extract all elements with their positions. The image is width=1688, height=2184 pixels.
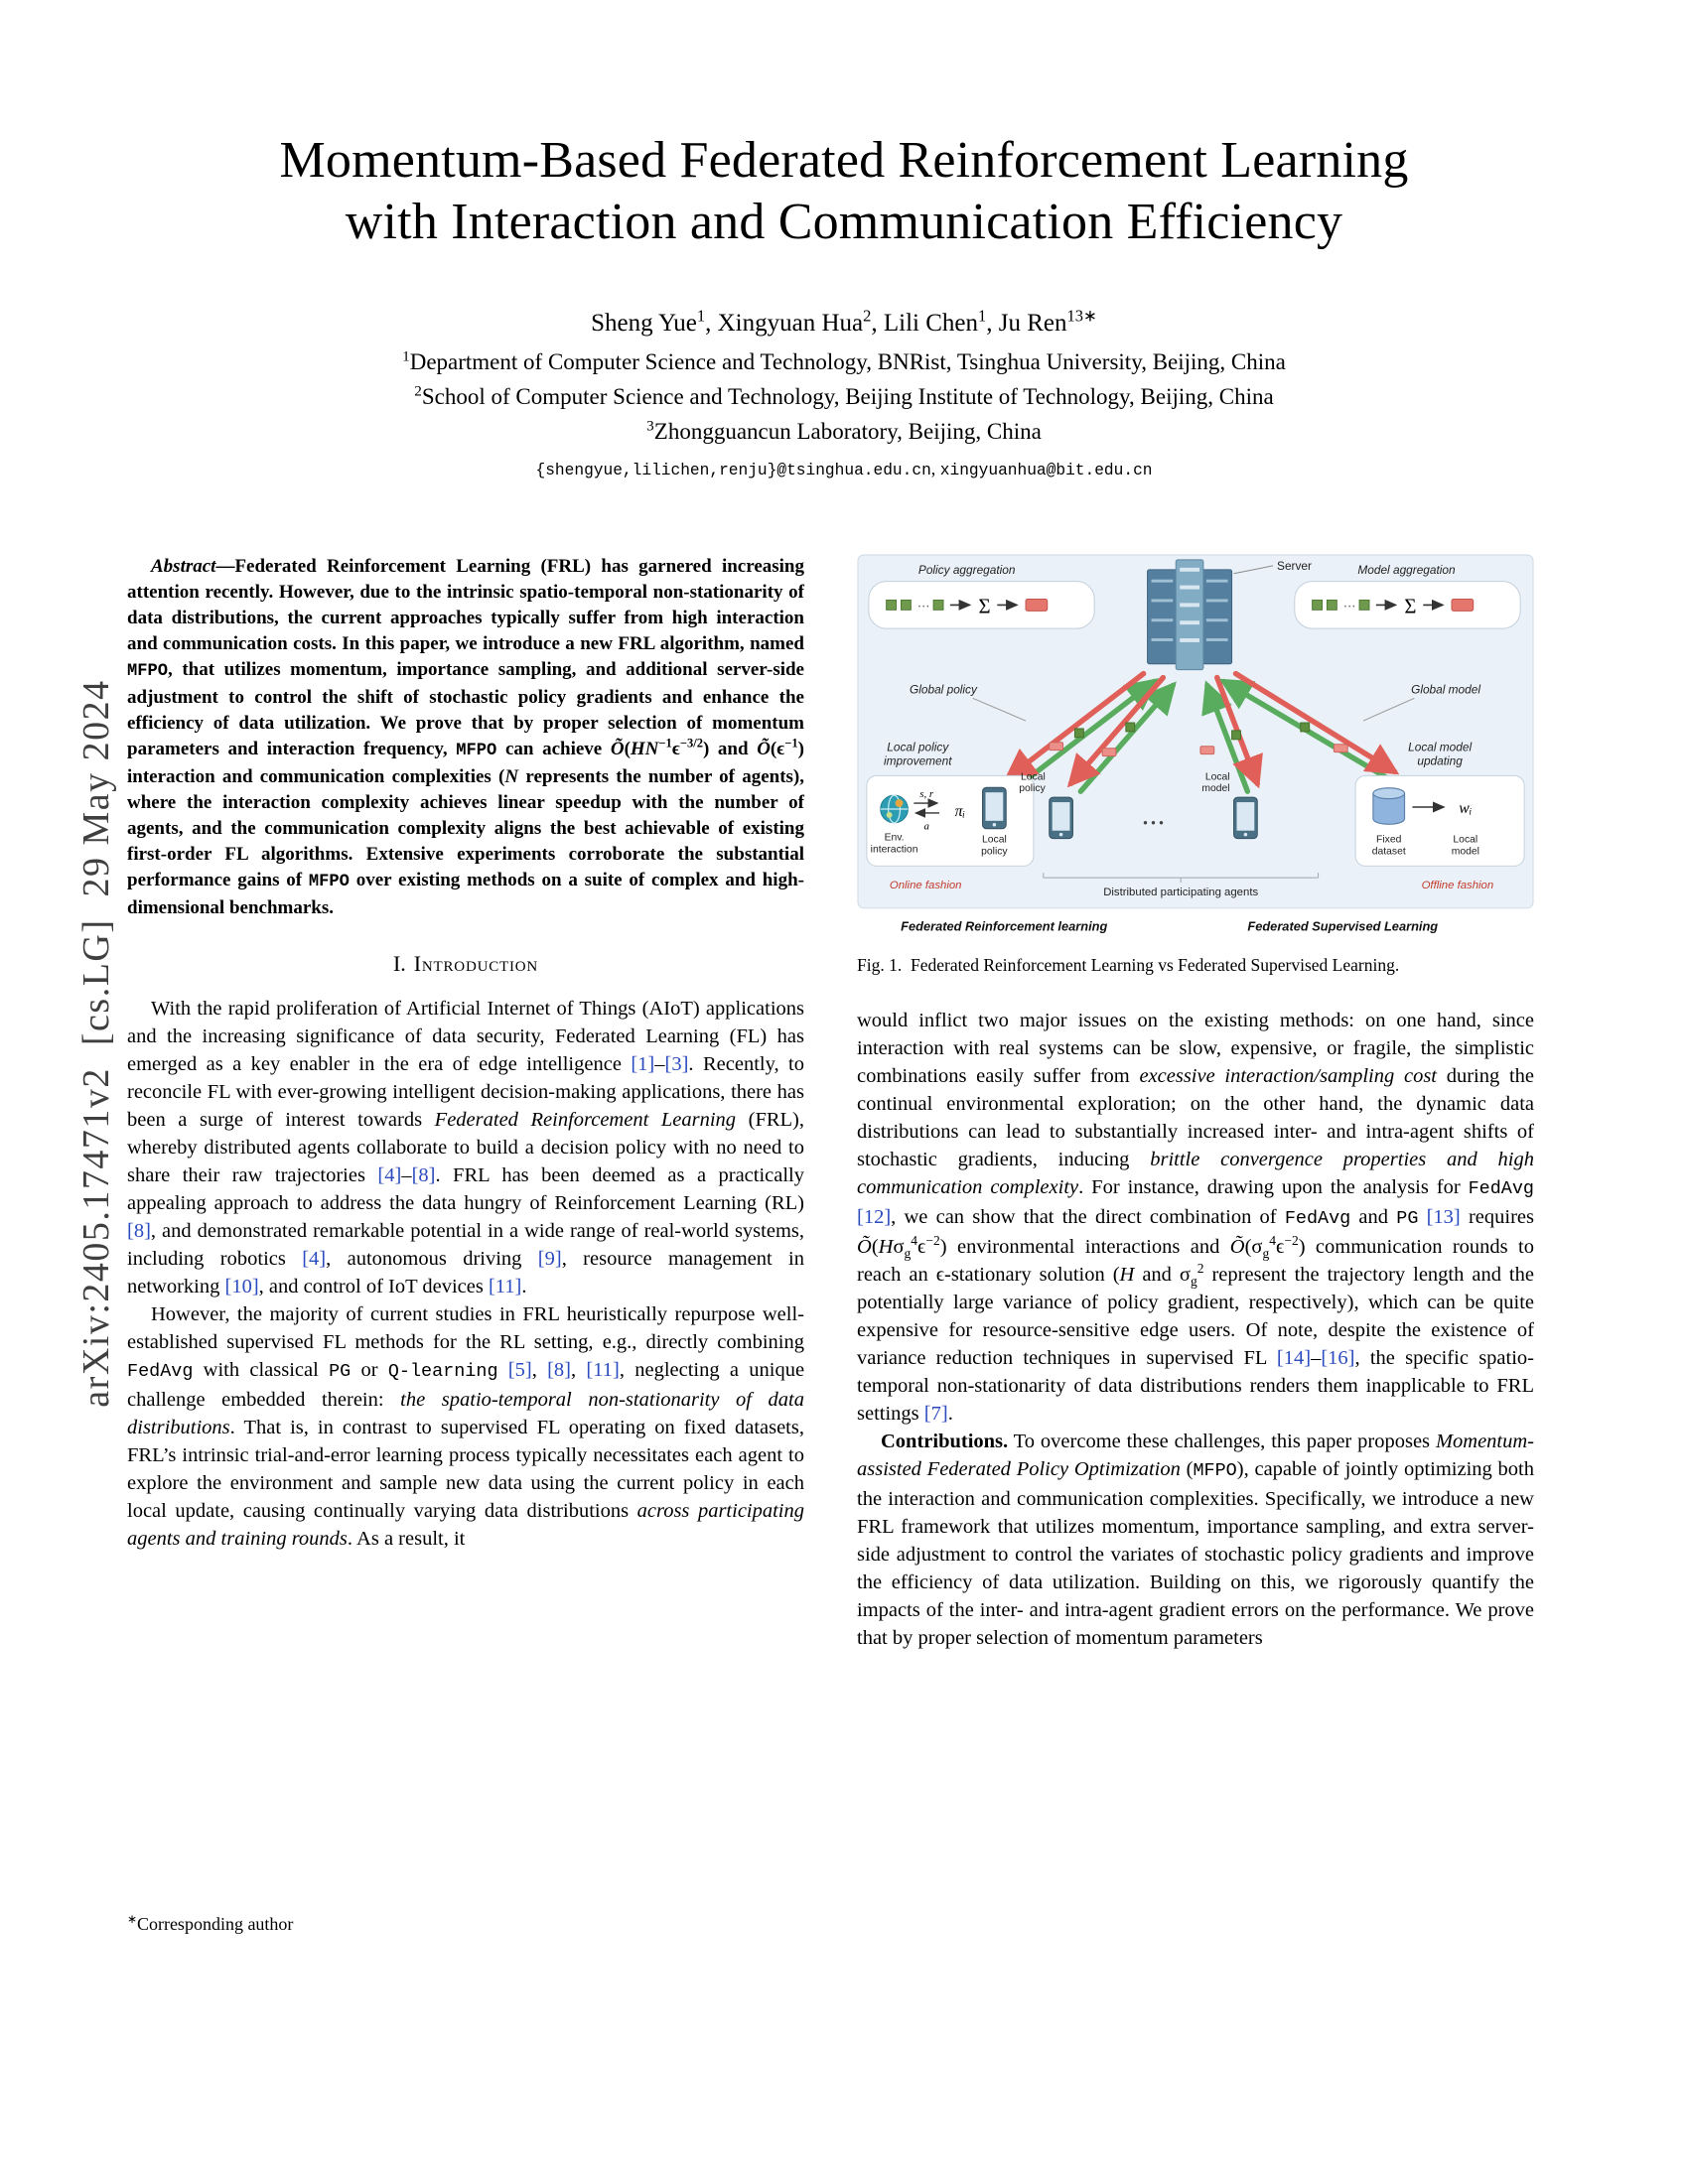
global-policy-chip-icon (1026, 599, 1048, 611)
text-segment: , autonomous driving (326, 1248, 538, 1270)
text-segment: , (571, 1359, 587, 1381)
text-segment (498, 1359, 508, 1381)
text-segment: Federated Reinforcement Learning (434, 1109, 737, 1131)
text-segment: g (904, 1246, 912, 1262)
citation-link[interactable]: [14] (1276, 1347, 1312, 1370)
text-segment: ( (1180, 1458, 1194, 1481)
intro-paragraph-1 (127, 995, 804, 1300)
policy-symbol: πᵢ (954, 802, 965, 820)
text-segment: ϵ (935, 1264, 944, 1287)
policy-square-icon (887, 600, 897, 610)
section-heading-introduction (127, 951, 804, 977)
text-segment: MFPO (308, 873, 350, 891)
text-segment: ), capable of jointly optimizing both the interaction and communication complexities. Specifically, we introduce a new FRL framework that utilizes momentum, importance sampling, and extra server-side adjustment to control the variates of stochastic policy gradients and improve the efficiency of data utilization. Building on this, we rigorously quantify the impacts of the inter- and intra-agent gradient errors on the performance. We prove that by proper selection of momentum parameters (857, 1458, 1534, 1650)
federated-rl-label: Federated Reinforcement learning (901, 918, 1108, 934)
sum-symbol: Σ (1404, 596, 1417, 618)
citation-link[interactable]: [7] (923, 1403, 948, 1426)
text-segment: PG (329, 1361, 352, 1382)
text-segment: Department of Computer Science and Technology, BNRist, Tsinghua University, Beijing, China (409, 349, 1286, 374)
fixed-dataset-icon (1373, 788, 1405, 825)
text-segment: . (521, 1276, 527, 1297)
text-segment: −2 (1284, 1233, 1299, 1249)
local-model-label-2: model (1451, 846, 1479, 858)
text-segment: , (531, 1359, 548, 1381)
text-segment: . That is, in contrast to supervised FL operating on fixed datasets, FRL’s intrinsic trial-and-error learning process typically necessitates each agent to explore the environment and sample new data using the current policy in each local update, causing continually varying data distributions (127, 1417, 804, 1522)
paper-title (109, 130, 1579, 253)
text-segment: 1 (402, 347, 410, 365)
local-model-updating-label-2: updating (1417, 753, 1463, 768)
text-segment: 4 (1269, 1233, 1277, 1249)
text-segment: 2 (414, 382, 422, 400)
model-square-icon (1327, 600, 1336, 610)
citation-link[interactable]: [16] (1321, 1347, 1355, 1370)
text-segment: σ (1179, 1264, 1191, 1287)
policy-square-icon (901, 600, 911, 610)
action-label: a (923, 820, 929, 833)
phone-icon (1050, 797, 1073, 839)
global-model-label: Global model (1411, 682, 1480, 697)
text-segment: Õ (757, 739, 771, 759)
text-segment: ϵ (1276, 1236, 1285, 1259)
text-segment: represents the number of agents), where the interaction complexity achieves linear speedup with the number of agents, and the communication complexity aligns the best achievable of existing first-order FL algorithms. Extensive experiments corroborate the substantial performance gains of (127, 766, 805, 890)
footnote-marker: ∗ (127, 1912, 137, 1926)
policy-aggregation-label: Policy aggregation (917, 562, 1016, 577)
text-segment: , Xingyuan Hua (705, 310, 864, 337)
text-segment: over existing methods on a suite of complex and high-dimensional benchmarks. (127, 870, 804, 918)
right-paragraph-1 (857, 1007, 1534, 1428)
citation-link[interactable]: [8] (411, 1164, 436, 1186)
text-segment: ( (624, 739, 631, 759)
right-column (857, 554, 1534, 1652)
citation-link[interactable]: [13] (1426, 1206, 1461, 1229)
phone-icon (983, 787, 1007, 829)
text-segment: , we can show that the direct combination of (891, 1206, 1285, 1229)
citation-link[interactable]: [3] (664, 1053, 689, 1075)
citation-link[interactable]: [1] (631, 1053, 655, 1075)
text-segment: −3/2 (679, 736, 703, 751)
frl-vs-fsl-diagram (857, 554, 1534, 938)
text-segment: ( (871, 1236, 879, 1259)
model-square-icon (1359, 600, 1369, 610)
text-segment: Sheng Yue (591, 310, 697, 337)
text-segment: ) and (702, 739, 758, 759)
model-aggregation-label: Model aggregation (1357, 562, 1456, 577)
sum-symbol: Σ (978, 596, 991, 618)
affiliation-3 (199, 419, 1489, 445)
text-segment: Õ (857, 1236, 872, 1259)
text-segment: σ (1251, 1236, 1263, 1259)
policy-square-icon (933, 600, 943, 610)
phone-icon (1234, 797, 1258, 839)
text-segment: 1 (696, 306, 706, 326)
text-segment: ϵ (671, 739, 680, 759)
local-model-updating-box (1355, 775, 1524, 866)
server-label: Server (1277, 558, 1312, 573)
text-segment: MFPO (127, 662, 169, 681)
text-segment: , Lili Chen (871, 310, 978, 337)
citation-link[interactable]: [12] (857, 1206, 892, 1229)
text-segment: . For instance, drawing upon the analysis for (1078, 1176, 1469, 1199)
state-reward-label: s, r (919, 788, 934, 801)
text-segment: H (878, 1236, 894, 1259)
text-segment: (FRL), whereby distributed agents collaborate to build a decision policy with no need to share their raw trajectories (127, 1109, 805, 1186)
citation-link[interactable]: [8] (127, 1220, 151, 1242)
text-segment: 13∗ (1066, 306, 1097, 326)
server-icon (1148, 560, 1232, 670)
text-segment: MFPO (1193, 1460, 1237, 1482)
local-model-updating-label-1: Local model (1408, 740, 1473, 754)
text-segment: g (1262, 1246, 1270, 1262)
text-segment: ) communication rounds to reach an (857, 1236, 1534, 1287)
text-segment: Momentum-assisted Federated Policy Optimization (857, 1431, 1534, 1481)
text-segment: excessive interaction/sampling cost (1139, 1065, 1437, 1088)
text-segment: can achieve (496, 739, 611, 759)
text-segment: and (1350, 1206, 1397, 1229)
text-segment: , the specific spatio-temporal non-stationarity of data distributions renders them inapplicable to FRL settings (857, 1347, 1534, 1426)
local-policy-improvement-label-2: improvement (884, 753, 952, 768)
text-segment: , Ju Ren (986, 310, 1067, 337)
text-segment: Q-learning (387, 1361, 498, 1382)
text-segment: , (930, 459, 940, 478)
text-segment: −1 (658, 736, 672, 751)
text-segment: , neglecting a unique challenge embedded therein: (127, 1359, 805, 1411)
citation-link[interactable]: [5] (507, 1359, 532, 1381)
section-number: I. (392, 951, 406, 976)
citation-link[interactable]: [4] (302, 1248, 327, 1270)
local-policy-phone-label-1: Local (981, 834, 1007, 846)
text-segment: – (1311, 1347, 1322, 1370)
text-segment: —Federated Reinforcement Learning (FRL) has garnered increasing attention recently. However, due to the intrinsic spatio-temporal non-stationarity of data distributions, the current approaches typically suffer from high interaction and communication costs. In this paper, we introduce a new FRL algorithm, named (127, 556, 804, 654)
text-segment: ( (770, 739, 777, 759)
text-segment: ( (1244, 1236, 1252, 1259)
citation-link[interactable]: [10] (224, 1276, 259, 1297)
text-segment: , and control of IoT devices (258, 1276, 489, 1297)
email-line[interactable] (199, 459, 1489, 479)
contributions-paragraph (857, 1428, 1534, 1652)
text-segment: 1 (978, 306, 987, 326)
text-segment: To overcome these challenges, this paper proposes (1008, 1431, 1436, 1453)
text-segment: during the continual environmental exploration; on the other hand, the dynamic data distributions can lead to substantially increased inter- and intra-agent shifts of stochastic gradients, inducing (857, 1065, 1535, 1171)
text-segment: g (1190, 1274, 1197, 1290)
text-segment: the spatio-temporal non-stationarity of data distributions (127, 1389, 805, 1438)
global-model-chip-icon (1452, 599, 1474, 611)
text-segment: σ (893, 1236, 905, 1259)
text-segment: School of Computer Science and Technology, Beijing Institute of Technology, Beijing, China (421, 384, 1274, 409)
model-weights-symbol: wᵢ (1459, 799, 1473, 817)
text-segment: HN (630, 739, 659, 759)
text-segment: – (401, 1164, 412, 1186)
text-segment: represent the trajectory length and the potentially large variance of policy gradient, respectively), which can be quite expensive for resource-sensitive edge users. Of note, despite the existence of variance reduction techniques in supervised FL (857, 1264, 1534, 1370)
arxiv-stamp: arXiv:2405.17471v2 [cs.LG] 29 May 2024 (75, 679, 117, 1408)
citation-link[interactable]: [4] (377, 1164, 402, 1186)
affiliation-2 (199, 384, 1489, 410)
model-aggregation-box (1295, 582, 1520, 628)
federated-sl-label: Federated Supervised Learning (1247, 918, 1439, 934)
text-segment: Õ (610, 739, 625, 759)
text-segment: −1 (784, 736, 798, 751)
env-interaction-label-1: Env. (884, 832, 905, 844)
agents-ellipsis: • • • (1143, 814, 1164, 830)
text-segment: . Recently, to reconcile FL with ever-growing intelligent decision-making applications, there has been a surge of interest towards (127, 1053, 804, 1131)
text-segment: Abstract (151, 556, 216, 577)
figure-1 (857, 554, 1534, 938)
text-segment: 3 (646, 417, 654, 435)
footnote-text: Corresponding author (136, 1914, 294, 1934)
text-segment: H (1119, 1264, 1135, 1287)
citation-link[interactable]: [9] (537, 1248, 562, 1270)
text-segment: with classical (193, 1359, 330, 1381)
left-column (127, 554, 804, 1553)
authors-line (199, 306, 1489, 338)
affiliation-1 (199, 349, 1489, 375)
text-segment: FedAvg (1284, 1208, 1351, 1230)
policy-aggregation-box (869, 582, 1094, 628)
text-segment: , and demonstrated remarkable potential in a wide range of real-world systems, including robotics (127, 1220, 804, 1270)
local-policy-phone-label-2: policy (981, 846, 1008, 858)
text-segment: would inflict two major issues on the existing methods: on one hand, since interaction with real systems can be slow, expensive, or fragile, the simplistic combinations easily suffer from (857, 1010, 1534, 1088)
text-segment: N (504, 766, 519, 787)
offline-fashion-label: Offline fashion (1421, 880, 1494, 892)
text-segment: , that utilizes momentum, importance sampling, and additional server-side adjustment to control the shift of stochastic policy gradients and enhance the efficiency of data utilization. We prove that by proper selection of momentum parameters and interaction frequency, (127, 659, 804, 759)
text-segment: . As a result, it (347, 1528, 466, 1550)
text-segment: MFPO (456, 742, 497, 760)
text-segment: Contributions. (881, 1431, 1009, 1453)
text-segment: Õ (1229, 1236, 1245, 1259)
text-segment: {shengyue,lilichen,renju}@tsinghua.edu.cn (535, 462, 931, 479)
text-segment: and (1134, 1264, 1180, 1287)
fixed-dataset-label-1: Fixed (1376, 834, 1402, 846)
text-segment: ) interaction and communication complexities ( (127, 739, 804, 787)
text-segment: . (947, 1403, 953, 1426)
fixed-dataset-label-2: dataset (1371, 846, 1406, 858)
text-segment: across participating agents and training rounds (127, 1500, 805, 1550)
text-segment: or (351, 1359, 388, 1381)
local-policy-improvement-label-1: Local policy (887, 740, 949, 754)
text-segment (1418, 1206, 1426, 1228)
model-square-icon (1313, 600, 1323, 610)
abstract-paragraph (127, 554, 804, 921)
text-segment: ) environmental interactions and (939, 1236, 1230, 1259)
text-segment: -stationary solution ( (944, 1264, 1120, 1287)
cdots: ⋯ (1342, 598, 1356, 614)
text-segment: , resource management in networking (127, 1248, 805, 1297)
environment-globe-icon (881, 795, 909, 823)
text-segment: PG (1396, 1208, 1419, 1230)
title-line-2: with Interaction and Communication Efficiency (345, 193, 1343, 250)
intro-paragraph-2 (127, 1300, 804, 1553)
text-segment: – (654, 1053, 665, 1075)
local-model-label-1: Local (1453, 834, 1478, 846)
local-model-agent-label-1: Local (1204, 771, 1230, 783)
local-model-agent-label-2: model (1201, 783, 1230, 795)
text-segment: . FRL has been deemed as a practically appealing approach to address the data hungry of Reinforcement Learning (RL) (127, 1164, 804, 1214)
section-title: Introduction (413, 951, 539, 976)
citation-link[interactable]: [11] (586, 1359, 620, 1381)
text-segment: FedAvg (127, 1361, 194, 1382)
cdots: ⋯ (916, 598, 930, 614)
citation-link[interactable]: [11] (488, 1276, 522, 1297)
text-segment: Zhongguancun Laboratory, Beijing, China (653, 419, 1042, 444)
local-policy-improvement-box (867, 775, 1034, 866)
text-segment: −2 (925, 1233, 940, 1249)
text-segment: requires (1460, 1206, 1535, 1229)
text-segment: 4 (911, 1233, 918, 1249)
text-segment: 2 (863, 306, 872, 326)
text-segment: ϵ (776, 739, 785, 759)
citation-link[interactable]: [8] (547, 1359, 572, 1381)
text-segment: xingyuanhua@bit.edu.cn (939, 462, 1153, 479)
env-interaction-label-2: interaction (870, 844, 918, 856)
local-policy-agent-label-1: Local (1021, 771, 1046, 783)
local-policy-agent-label-2: policy (1019, 783, 1046, 795)
text-segment: ϵ (917, 1236, 926, 1259)
text-segment: 2 (1196, 1261, 1204, 1277)
figure-1-caption: Fig. 1. Federated Reinforcement Learning vs Federated Supervised Learning. (857, 955, 1400, 976)
text-segment: FedAvg (1468, 1178, 1534, 1200)
distributed-agents-label: Distributed participating agents (1103, 886, 1259, 898)
text-segment: brittle convergence properties and high communication complexity (857, 1149, 1534, 1199)
text-segment: However, the majority of current studies in FRL heuristically repurpose well-established supervised FL methods for the RL setting, e.g., directly combining (127, 1303, 804, 1353)
text-segment: With the rapid proliferation of Artificial Internet of Things (AIoT) applications and the increasing significance of data security, Federated Learning (FL) has emerged as a key enabler in the era of edge intelligence (127, 998, 804, 1075)
title-line-1: Momentum-Based Federated Reinforcement Learning (279, 131, 1409, 189)
corresponding-author-footnote (127, 1914, 804, 1935)
global-policy-label: Global policy (910, 682, 977, 697)
online-fashion-label: Online fashion (889, 880, 962, 892)
